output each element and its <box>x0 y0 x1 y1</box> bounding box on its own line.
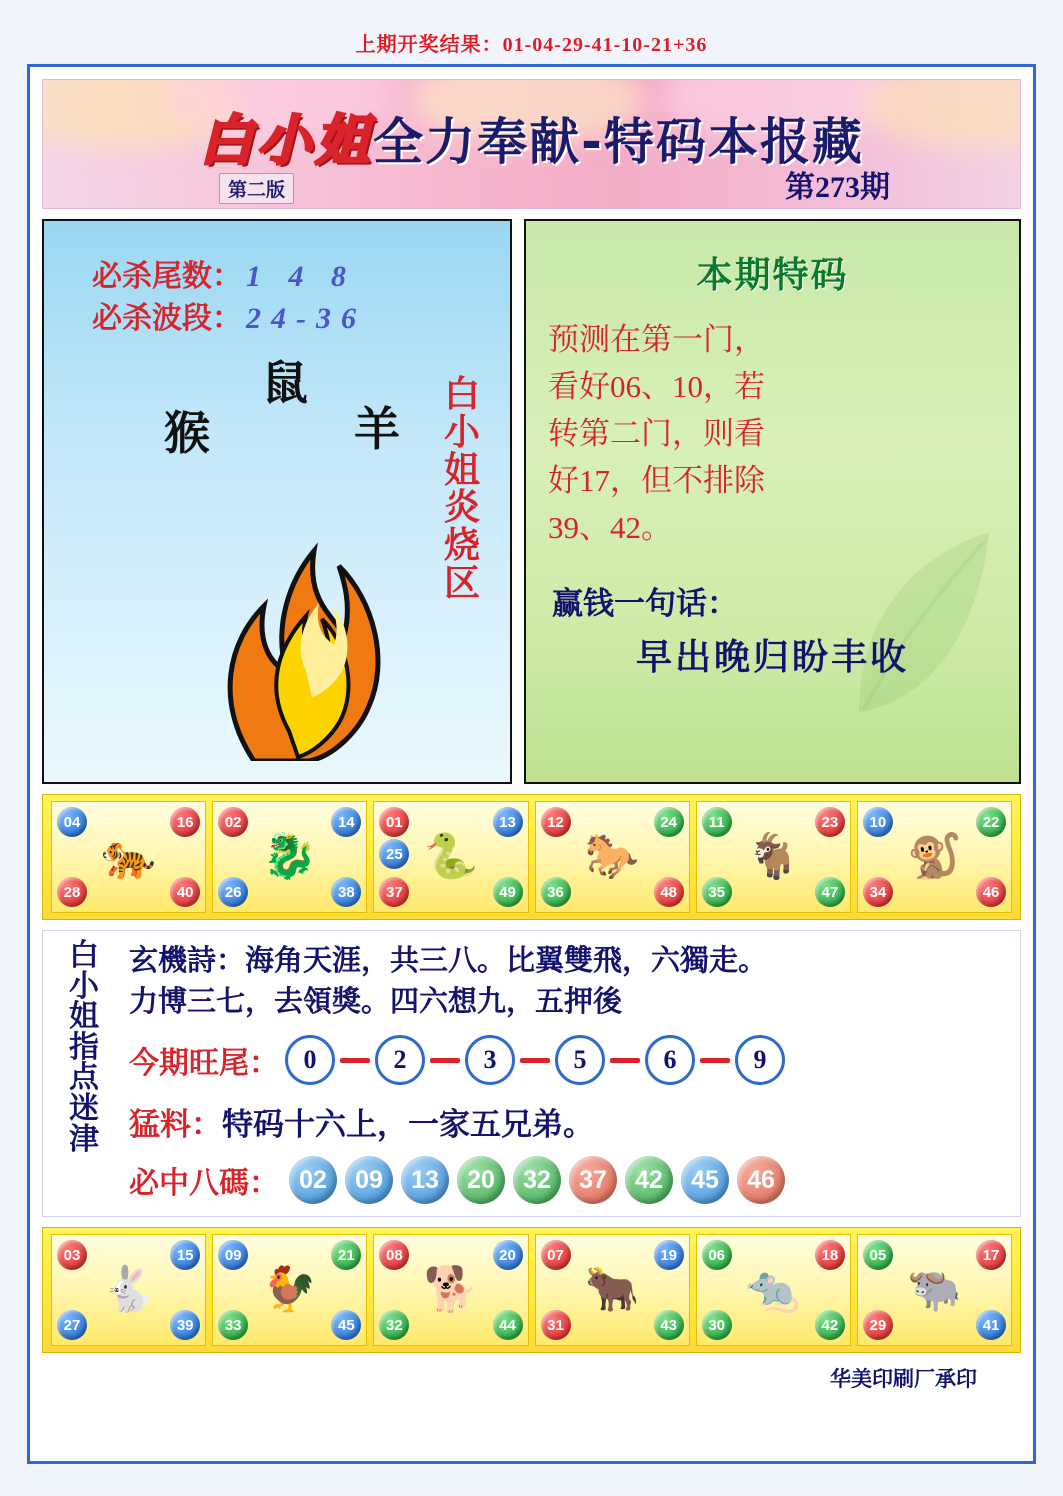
pick-number: 02 <box>289 1156 337 1204</box>
number-ball: 07 <box>541 1240 571 1270</box>
number-ball: 35 <box>702 877 732 907</box>
animal-cell[interactable] <box>857 1234 1012 1346</box>
animal-cell[interactable] <box>51 1234 206 1346</box>
number-ball: 36 <box>541 877 571 907</box>
number-ball: 45 <box>331 1310 361 1340</box>
forecast-line: 转第二门，则看 <box>548 416 765 452</box>
edition-badge: 第二版 <box>219 173 294 204</box>
left-panel-side-text: 白小姐炎烧区 <box>443 374 480 604</box>
separator-dash <box>430 1058 460 1063</box>
number-ball: 17 <box>976 1240 1006 1270</box>
rat-icon: 🐀 <box>745 1264 801 1316</box>
number-ball: 41 <box>976 1310 1006 1340</box>
number-ball: 46 <box>976 877 1006 907</box>
number-ball: 32 <box>379 1310 409 1340</box>
rooster-icon: 🐓 <box>262 1264 318 1316</box>
pick-number: 42 <box>625 1156 673 1204</box>
number-ball: 02 <box>218 807 248 837</box>
number-ball: 21 <box>331 1240 361 1270</box>
pick-number: 13 <box>401 1156 449 1204</box>
number-ball: 24 <box>654 807 684 837</box>
eight-numbers-list <box>289 1156 785 1204</box>
number-ball: 06 <box>702 1240 732 1270</box>
number-ball: 12 <box>541 807 571 837</box>
eight-numbers-label: 必中八碼： <box>129 1167 279 1201</box>
kill-band-label: 必杀波段： <box>92 302 242 335</box>
number-ball: 33 <box>218 1310 248 1340</box>
pick-number: 37 <box>569 1156 617 1204</box>
rabbit-icon: 🐇 <box>101 1264 156 1316</box>
hot-tail-value: 3 <box>465 1035 515 1085</box>
goat-icon: 🐐 <box>745 831 801 882</box>
snake-icon: 🐍 <box>423 831 479 882</box>
horse-icon: 🐎 <box>584 831 640 882</box>
number-ball: 11 <box>702 807 732 837</box>
number-ball: 08 <box>379 1240 409 1270</box>
animal-cell[interactable] <box>696 1234 851 1346</box>
number-ball: 47 <box>815 877 845 907</box>
animal-number-strip-top <box>42 794 1021 920</box>
ox-icon: 🐂 <box>584 1264 640 1316</box>
number-ball: 14 <box>331 807 361 837</box>
number-ball: 28 <box>57 877 87 907</box>
pick-number: 32 <box>513 1156 561 1204</box>
tiger-icon: 🐅 <box>101 831 156 882</box>
pick-number: 09 <box>345 1156 393 1204</box>
kill-tail-value: 1 4 8 <box>246 260 356 293</box>
issue-number: 第273期 <box>785 171 890 204</box>
forecast-line: 预测在第一门， <box>548 322 765 357</box>
left-forecast-panel <box>42 219 512 784</box>
animal-cell[interactable] <box>51 801 206 913</box>
buffalo-icon: 🐃 <box>907 1264 962 1316</box>
number-ball: 01 <box>379 807 409 837</box>
number-ball: 26 <box>218 877 248 907</box>
tips-block <box>42 930 1021 1217</box>
animal-cell[interactable] <box>212 1234 367 1346</box>
number-ball: 23 <box>815 807 845 837</box>
number-ball: 13 <box>493 807 523 837</box>
kill-band-value: 24-36 <box>246 302 366 335</box>
number-ball: 31 <box>541 1310 571 1340</box>
tip-label: 猛料： <box>129 1107 222 1143</box>
hot-tail-value: 9 <box>735 1035 785 1085</box>
number-ball: 38 <box>331 877 361 907</box>
number-ball: 19 <box>654 1240 684 1270</box>
tip-row <box>129 1099 1010 1144</box>
printer-credit: 华美印刷厂承印 <box>830 1367 977 1392</box>
kill-tail-label: 必杀尾数： <box>92 260 242 293</box>
number-ball: 30 <box>702 1310 732 1340</box>
number-ball: 43 <box>654 1310 684 1340</box>
pick-number: 45 <box>681 1156 729 1204</box>
hot-tail-value: 5 <box>555 1035 605 1085</box>
animal-number-strip-bottom <box>42 1227 1021 1353</box>
number-ball: 49 <box>493 877 523 907</box>
hot-tail-value: 6 <box>645 1035 695 1085</box>
tips-vertical-title: 白小姐指点迷津 <box>69 938 99 1157</box>
number-ball: 18 <box>815 1240 845 1270</box>
hot-tail-row <box>129 1035 1010 1085</box>
last-draw-numbers: 01-04-29-41-10-21+36 <box>502 34 708 56</box>
number-ball: 34 <box>863 877 893 907</box>
number-ball: 25 <box>379 839 409 869</box>
right-forecast-panel <box>524 219 1021 784</box>
top-panels <box>42 219 1021 784</box>
poem-row <box>129 941 1010 1023</box>
number-ball: 05 <box>863 1240 893 1270</box>
hot-tail-label: 今期旺尾： <box>129 1047 279 1081</box>
number-ball: 22 <box>976 807 1006 837</box>
animal-cell[interactable] <box>696 801 851 913</box>
forecast-line: 看好06、10，若 <box>548 369 765 405</box>
monkey-icon: 🐒 <box>907 831 962 882</box>
hot-tail-value: 2 <box>375 1035 425 1085</box>
zodiac-left: 猴 <box>164 406 210 460</box>
animal-cell[interactable] <box>212 801 367 913</box>
banner-subtitle: 全力奉献-特码本报藏 <box>373 113 864 171</box>
animal-cell[interactable] <box>535 1234 690 1346</box>
animal-cell[interactable] <box>857 801 1012 913</box>
special-code-body <box>548 316 997 552</box>
number-ball: 48 <box>654 877 684 907</box>
slogan-text: 早出晚归盼丰收 <box>635 636 909 678</box>
number-ball: 10 <box>863 807 893 837</box>
number-ball: 09 <box>218 1240 248 1270</box>
zodiac-top: 鼠 <box>262 356 308 410</box>
pick-number: 20 <box>457 1156 505 1204</box>
special-code-title: 本期特码 <box>696 255 849 295</box>
hot-tail-list <box>285 1035 785 1085</box>
animal-cell[interactable] <box>535 801 690 913</box>
kill-tail-row <box>92 251 356 295</box>
tip-text: 特码十六上，一家五兄弟。 <box>222 1107 594 1143</box>
number-ball: 20 <box>493 1240 523 1270</box>
forecast-line: 39、42。 <box>548 510 672 546</box>
separator-dash <box>700 1058 730 1063</box>
separator-dash <box>610 1058 640 1063</box>
number-ball: 03 <box>57 1240 87 1270</box>
pick-number: 46 <box>737 1156 785 1204</box>
dragon-icon: 🐉 <box>262 831 318 882</box>
last-draw-result <box>0 28 1063 57</box>
number-ball: 44 <box>493 1310 523 1340</box>
number-ball: 29 <box>863 1310 893 1340</box>
kill-band-row <box>92 293 366 337</box>
eight-numbers-row <box>129 1156 1010 1204</box>
flame-illustration <box>194 431 424 761</box>
last-draw-label: 上期开奖结果： <box>355 34 503 56</box>
number-ball: 27 <box>57 1310 87 1340</box>
poem-line-1: 海角天涯，共三八。比翼雙飛，六獨走。 <box>245 945 768 977</box>
poem-label: 玄機詩： <box>129 945 246 977</box>
number-ball: 16 <box>170 807 200 837</box>
separator-dash <box>340 1058 370 1063</box>
dog-icon: 🐕 <box>423 1264 479 1316</box>
brand-name: 白小姐 <box>199 109 374 172</box>
separator-dash <box>520 1058 550 1063</box>
number-ball: 42 <box>815 1310 845 1340</box>
forecast-line: 好17，但不排除 <box>548 463 765 499</box>
zodiac-right: 羊 <box>354 402 400 456</box>
number-ball: 37 <box>379 877 409 907</box>
animal-cell[interactable] <box>373 801 528 913</box>
number-ball: 15 <box>170 1240 200 1270</box>
poster-page <box>27 64 1036 1464</box>
number-ball: 04 <box>57 807 87 837</box>
banner <box>42 79 1021 209</box>
animal-cell[interactable] <box>373 1234 528 1346</box>
poem-line-2: 力博三七，去領獎。四六想九，五押後 <box>129 986 623 1019</box>
slogan-label: 赢钱一句话： <box>552 585 738 621</box>
number-ball: 39 <box>170 1310 200 1340</box>
hot-tail-value: 0 <box>285 1035 335 1085</box>
number-ball: 40 <box>170 877 200 907</box>
